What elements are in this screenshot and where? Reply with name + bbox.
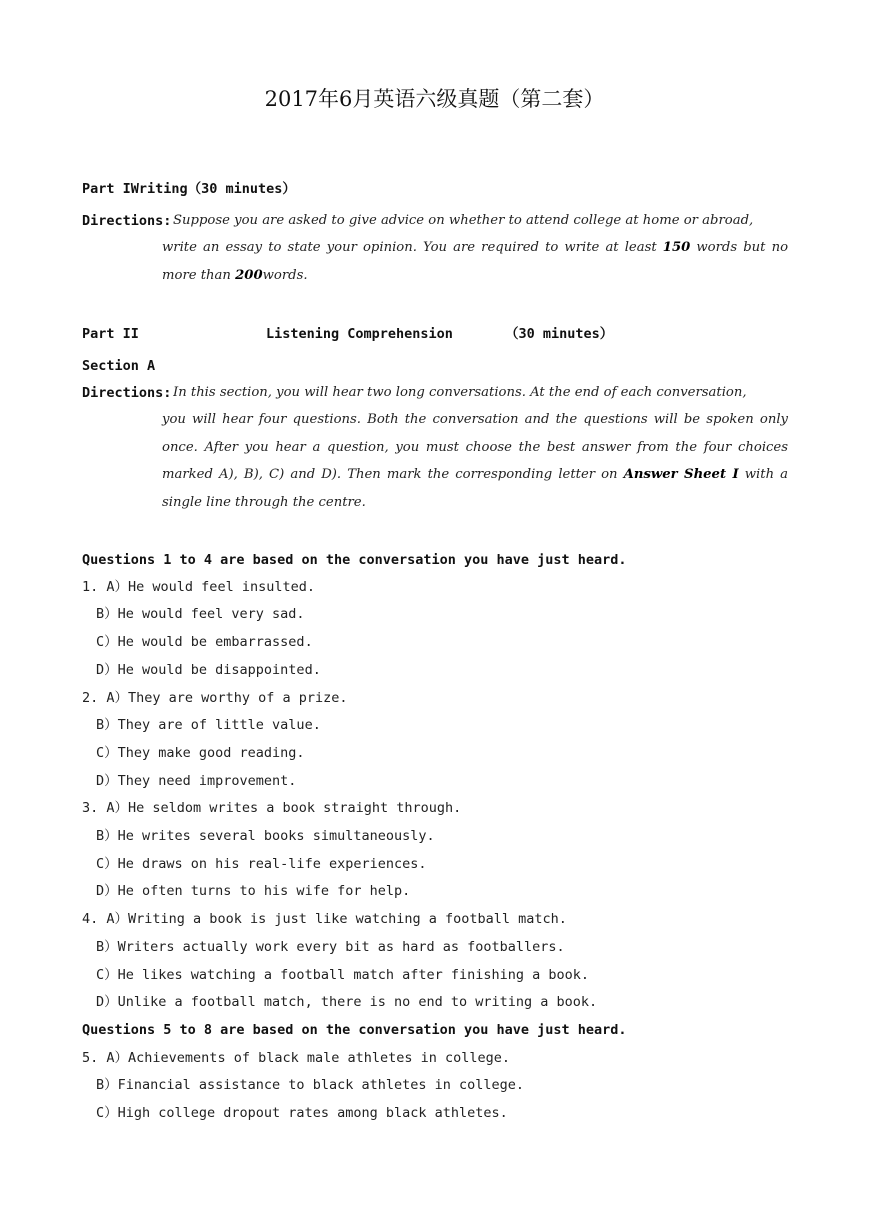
question-item	[82, 910, 567, 928]
option-c: C）He draws on his real-life experiences.	[96, 856, 427, 872]
option-b: B）He writes several books simultaneously.	[96, 828, 435, 844]
part2-directions-text-a: you will hear four questions. Both the conversation and the questions will be spoken only once. After you hear a question, you must choose the best answer from the four choices marked A), B), C) and D). Then mark the corresponding letter on	[162, 412, 788, 483]
question-item	[82, 799, 461, 817]
answer-sheet-ref: Answer Sheet I	[623, 467, 739, 483]
part2-directions-text-b: with a single line through the centre.	[162, 467, 788, 510]
option-a: A）He would feel insulted.	[106, 579, 315, 595]
page-title: 2017年6月英语六级真题（第二套）	[264, 87, 605, 111]
question-number: 1.	[82, 579, 99, 595]
part1-heading: Part IWriting（30 minutes）	[82, 181, 296, 197]
question-item	[82, 578, 315, 596]
question-number: 4.	[82, 911, 99, 927]
question-item	[82, 1049, 510, 1067]
part1-directions-text-b: words but no more than	[162, 240, 789, 283]
option-b: B）He would feel very sad.	[96, 606, 305, 622]
option-c: C）They make good reading.	[96, 745, 305, 761]
group1-heading: Questions 1 to 4 are based on the conversation you have just heard.	[82, 552, 627, 568]
option-b: B）They are of little value.	[96, 717, 321, 733]
part1-directions-text-c: words.	[262, 267, 308, 283]
part2-name: Listening Comprehension	[266, 326, 453, 342]
part2-directions-label: Directions:	[82, 385, 172, 401]
option-c: C）High college dropout rates among black athletes.	[96, 1105, 508, 1121]
part2-directions-first-line: In this section, you will hear two long conversations. At the end of each conversation,	[173, 385, 747, 400]
group2-heading: Questions 5 to 8 are based on the conversation you have just heard.	[82, 1022, 627, 1038]
option-d: D）He would be disappointed.	[96, 662, 321, 678]
part2-time: （30 minutes）	[505, 326, 614, 342]
option-b: B）Financial assistance to black athletes in college.	[96, 1077, 525, 1093]
question-number: 3.	[82, 800, 99, 816]
option-d: D）Unlike a football match, there is no end to writing a book.	[96, 994, 598, 1010]
option-a: A）He seldom writes a book straight through.	[106, 800, 462, 816]
option-c: C）He would be embarrassed.	[96, 634, 313, 650]
option-b: B）Writers actually work every bit as hard as footballers.	[96, 939, 565, 955]
option-c: C）He likes watching a football match after finishing a book.	[96, 967, 590, 983]
option-d: D）He often turns to his wife for help.	[96, 883, 411, 899]
question-number: 5.	[82, 1050, 99, 1066]
part1-directions-body	[162, 234, 788, 289]
option-a: A）Writing a book is just like watching a football match.	[106, 911, 567, 927]
option-a: A）Achievements of black male athletes in college.	[106, 1050, 511, 1066]
max-words: 200	[235, 267, 263, 283]
question-item	[82, 689, 347, 707]
question-number: 2.	[82, 690, 99, 706]
part2-label: Part II	[82, 326, 139, 342]
min-words: 150	[662, 240, 691, 255]
part1-directions-first-line: Suppose you are asked to give advice on whether to attend college at home or abroad,	[173, 213, 754, 228]
option-a: A）They are worthy of a prize.	[106, 690, 348, 706]
option-d: D）They need improvement.	[96, 773, 297, 789]
part1-directions-text-a: write an essay to state your opinion. You are required to write at least	[162, 240, 663, 255]
part1-directions-label: Directions:	[82, 213, 172, 229]
part2-directions-body	[162, 406, 788, 516]
section-a-heading: Section A	[82, 358, 156, 374]
